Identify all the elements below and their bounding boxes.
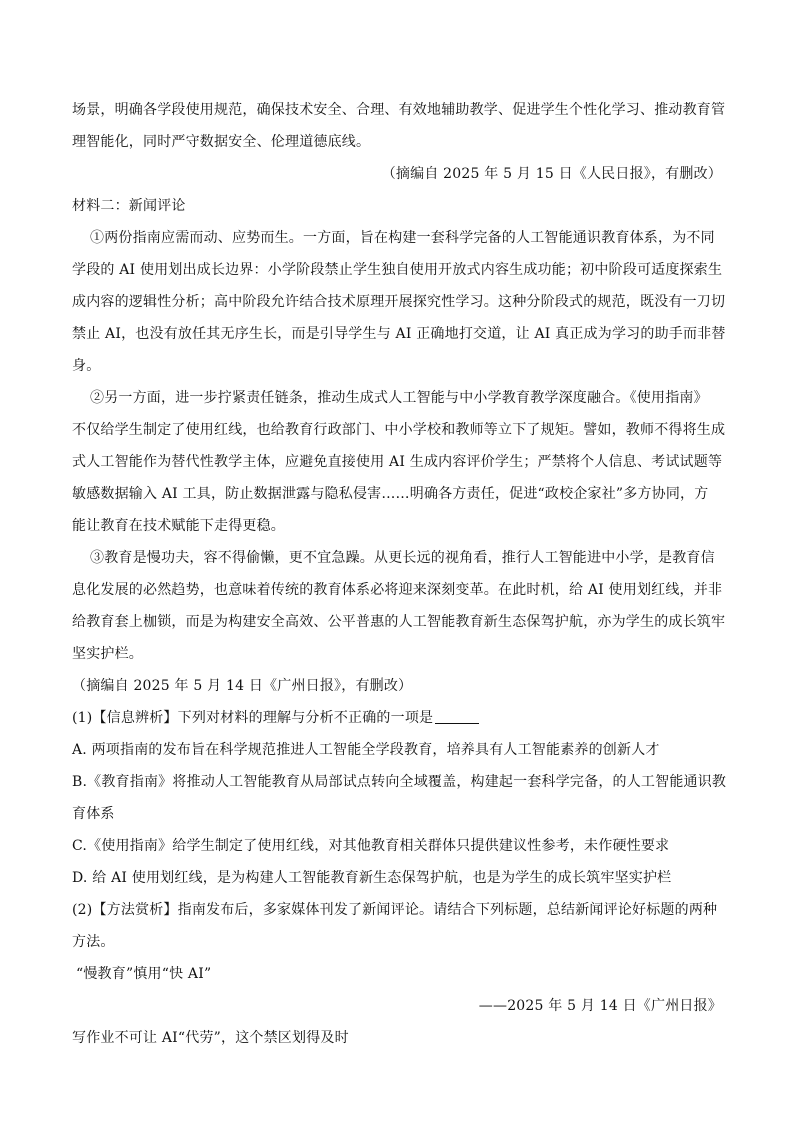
paragraph2-line: 不仅给学生制定了使用红线，也给教育行政部门、中小学校和教师等立下了规矩。譬如，教师不得将生成 — [72, 422, 726, 438]
question1-stem-text: (1)【信息辨析】下列对材料的理解与分析不正确的一项是 — [72, 710, 434, 726]
option-c: C.《使用指南》给学生制定了使用红线，对其他教育相关群体只提供建议性参考，未作硬性要求 — [72, 838, 670, 854]
paragraph1-line: 学段的 AI 使用划出成长边界：小学阶段禁止学生独自使用开放式内容生成功能；初中阶段可适度探索生 — [72, 262, 723, 278]
material2-source: （摘编自 2025 年 5 月 14 日《广州日报》，有删改） — [72, 678, 413, 694]
question2-stem: (2)【方法赏析】指南发布后，多家媒体刊发了新闻评论。请结合下列标题，总结新闻评论好标题的两种 — [72, 902, 718, 918]
paragraph3-line: 给教育套上枷锁，而是为构建安全高效、公平普惠的人工智能教育新生态保驾护航，亦为学生的成长筑牢 — [72, 614, 726, 630]
paragraph2-line: 式人工智能作为替代性教学主体，应避免直接使用 AI 生成内容评价学生；严禁将个人信息、考试试题等 — [72, 454, 723, 470]
material1-text-line: 理智能化，同时严守数据安全、伦理道德底线。 — [72, 134, 371, 150]
headline-1: “慢教育”慎用“快 AI” — [76, 966, 212, 982]
paragraph1-line: 禁止 AI，也没有放任其无序生长，而是引导学生与 AI 正确地打交道，让 AI 真正成为学习的助手而非替 — [72, 326, 726, 342]
paragraph2-line: ②另一方面，进一步拧紧责任链条，推动生成式人工智能与中小学教育教学深度融合。《使用指南》 — [90, 390, 708, 406]
option-a: A. 两项指南的发布旨在科学规范推进人工智能全学段教育，培养具有人工智能素养的创新人才 — [72, 742, 660, 758]
option-d: D. 给 AI 使用划红线，是为构建人工智能教育新生态保驾护航，也是为学生的成长筑牢坚实护栏 — [72, 870, 672, 886]
paragraph1-line: 成内容的逻辑性分析；高中阶段允许结合技术原理开展探究性学习。这种分阶段式的规范，既没有一刀切 — [72, 294, 726, 310]
question2-stem-continued: 方法。 — [72, 934, 115, 950]
question1-stem — [72, 708, 722, 728]
material2-heading: 材料二：新闻评论 — [72, 198, 186, 214]
paragraph3-line: 坚实护栏。 — [72, 646, 143, 662]
answer-blank[interactable] — [435, 709, 479, 724]
option-b: B.《教育指南》将推动人工智能教育从局部试点转向全域覆盖，构建起一套科学完备，的人工智能通识教 — [72, 774, 727, 790]
material1-text-line: 场景，明确各学段使用规范，确保技术安全、合理、有效地辅助教学、促进学生个性化学习、推动教育管 — [72, 102, 726, 118]
paragraph3-line: ③教育是慢功夫，容不得偷懒，更不宜急躁。从更长远的视角看，推行人工智能进中小学，是教育信 — [90, 550, 715, 566]
paragraph2-line: 能让教育在技术赋能下走得更稳。 — [72, 518, 285, 534]
paragraph3-line: 息化发展的必然趋势，也意味着传统的教育体系必将迎来深刻变革。在此时机，给 AI 使用划红线，并非 — [72, 582, 723, 598]
headline-2: 写作业不可让 AI“代劳”，这个禁区划得及时 — [72, 1030, 349, 1046]
paragraph1-line: 身。 — [72, 358, 101, 374]
paragraph2-line: 敏感数据输入 AI 工具，防止数据泄露与隐私侵害……明确各方责任，促进“政校企家社”多方协同，方 — [72, 486, 709, 502]
paragraph1-line: ①两份指南应需而动、应势而生。一方面，旨在构建一套科学完备的人工智能通识教育体系，为不同 — [90, 230, 715, 246]
headline-1-source: ——2025 年 5 月 14 日《广州日报》 — [478, 998, 722, 1014]
material1-source: （摘编自 2025 年 5 月 15 日《人民日报》，有删改） — [381, 166, 722, 182]
option-b-continued: 育体系 — [72, 806, 115, 822]
